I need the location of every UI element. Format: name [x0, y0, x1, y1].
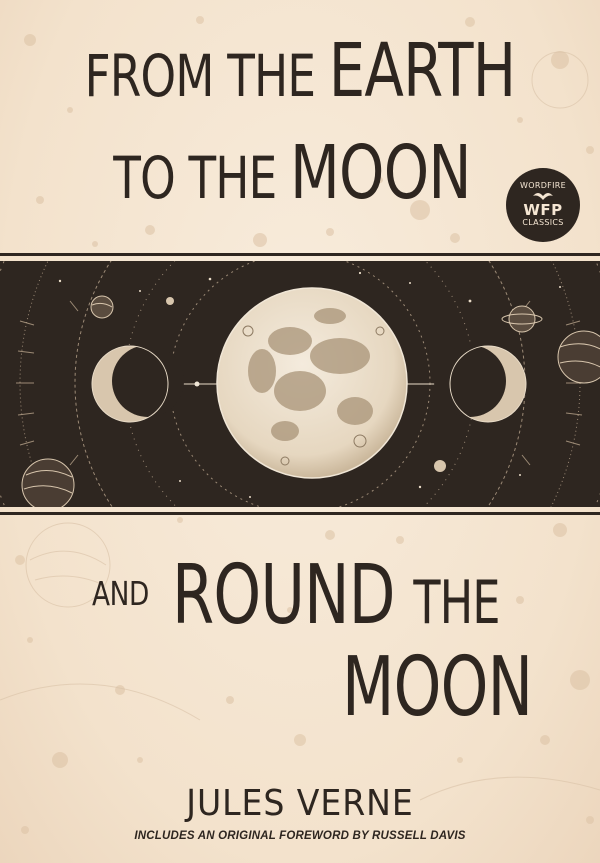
badge-classics: CLASSICS — [522, 218, 564, 227]
title-line-1 — [66, 28, 534, 114]
crescent-moon-icon-right — [434, 345, 526, 422]
title-moon: MOON — [290, 130, 471, 216]
title-moon-2: MOON — [342, 640, 533, 735]
space-illustration-band — [0, 261, 600, 507]
band-top-rule — [0, 253, 600, 256]
space-illustration — [0, 261, 600, 507]
title-the: THE — [413, 568, 500, 638]
title-to-the: TO THE — [113, 144, 277, 212]
badge-wordfire: WORDFIRE — [520, 181, 566, 190]
title-earth: EARTH — [328, 28, 516, 114]
band-bottom-rule — [0, 512, 600, 515]
publisher-badge — [506, 168, 580, 242]
crescent-moon-icon — [92, 345, 184, 422]
foreword-note: INCLUDES AN ORIGINAL FOREWORD BY RUSSELL DAVIS — [134, 830, 466, 842]
title-round-the — [172, 548, 500, 643]
title-and: AND — [92, 574, 149, 613]
title-from-the: FROM THE — [84, 42, 316, 110]
full-moon-icon — [217, 288, 407, 478]
title-line-2 — [58, 130, 526, 216]
author-name: JULES VERNE — [186, 783, 414, 824]
badge-wfp: WFP — [523, 201, 563, 219]
title-round: ROUND — [172, 548, 395, 643]
